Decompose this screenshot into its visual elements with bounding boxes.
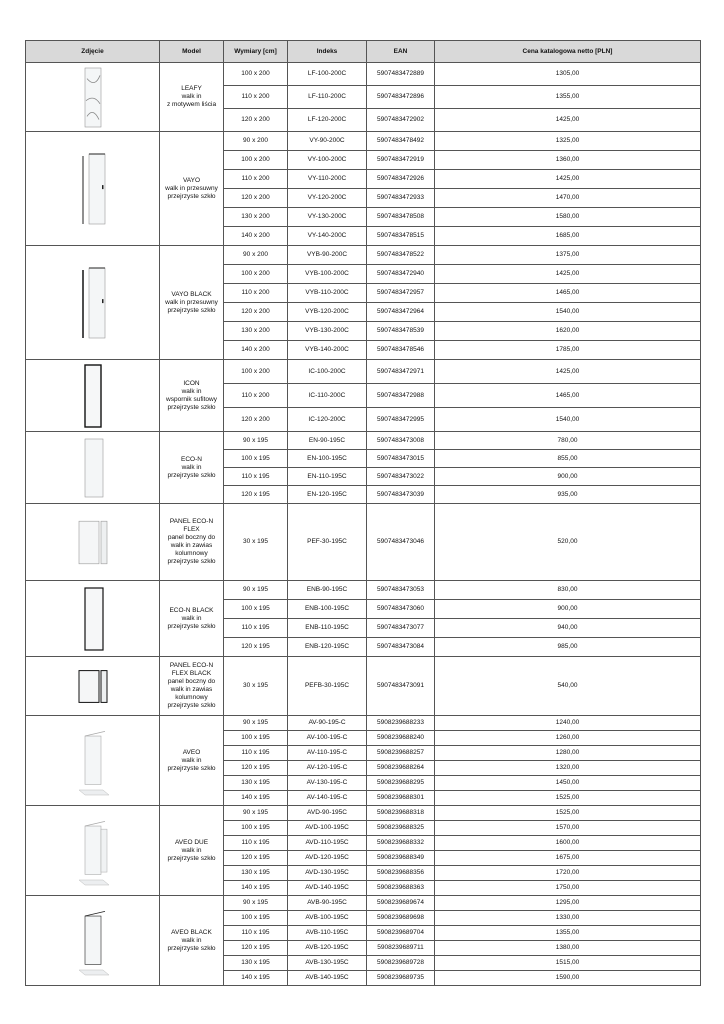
dimensions-cell: 120 x 200: [224, 303, 288, 322]
icon-thumbnail-icon: [26, 360, 160, 432]
index-cell: VY-100-200C: [288, 151, 367, 170]
model-line: walk in: [181, 756, 202, 764]
dimensions-cell: 90 x 195: [224, 581, 288, 600]
model-line: walk in: [181, 463, 202, 471]
index-cell: PEF-30-195C: [288, 504, 367, 581]
index-cell: VYB-120-200C: [288, 303, 367, 322]
model-line: walk in: [181, 614, 202, 622]
model-line: przejrzyste szkło: [167, 403, 216, 411]
ean-cell: 5908239688264: [367, 761, 435, 776]
dimensions-cell: 90 x 200: [224, 132, 288, 151]
model-cell: [160, 63, 224, 132]
ean-cell: 5907483472940: [367, 265, 435, 284]
index-cell: LF-110-200C: [288, 86, 367, 109]
ean-cell: 5908239688257: [367, 746, 435, 761]
index-cell: AV-140-195-C: [288, 791, 367, 806]
index-cell: ENB-120-195C: [288, 638, 367, 657]
dimensions-cell: 110 x 195: [224, 746, 288, 761]
index-cell: AVB-120-195C: [288, 941, 367, 956]
model-line: panel boczny do: [167, 534, 216, 541]
index-cell: AVD-90-195C: [288, 806, 367, 821]
ean-cell: 5907483478522: [367, 246, 435, 265]
dimensions-cell: 110 x 200: [224, 384, 288, 408]
dimensions-cell: 30 x 195: [224, 657, 288, 716]
model-line: ICON: [183, 379, 200, 387]
price-cell: 900,00: [435, 468, 701, 486]
index-cell: PEFB-30-195C: [288, 657, 367, 716]
dimensions-cell: 140 x 200: [224, 341, 288, 360]
price-cell: 1570,00: [435, 821, 701, 836]
table-body: [26, 63, 701, 986]
ean-cell: 5908239689704: [367, 926, 435, 941]
index-cell: VY-140-200C: [288, 227, 367, 246]
dimensions-cell: 110 x 195: [224, 926, 288, 941]
dimensions-cell: 110 x 200: [224, 86, 288, 109]
ean-cell: 5907483473053: [367, 581, 435, 600]
price-cell: 1750,00: [435, 881, 701, 896]
header-photo: Zdjęcie: [26, 41, 160, 63]
dimensions-cell: 120 x 195: [224, 761, 288, 776]
index-cell: AV-130-195-C: [288, 776, 367, 791]
ean-cell: 5907483472889: [367, 63, 435, 86]
price-cell: 1540,00: [435, 408, 701, 432]
model-cell: [160, 504, 224, 581]
index-cell: AV-100-195-C: [288, 731, 367, 746]
ean-cell: 5907483472971: [367, 360, 435, 384]
ean-cell: 5908239689698: [367, 911, 435, 926]
model-line: przejrzyste szkło: [167, 702, 216, 709]
dimensions-cell: 100 x 200: [224, 151, 288, 170]
dimensions-cell: 130 x 200: [224, 322, 288, 341]
index-cell: LF-120-200C: [288, 109, 367, 132]
index-cell: ENB-100-195C: [288, 600, 367, 619]
price-cell: 830,00: [435, 581, 701, 600]
price-cell: 1785,00: [435, 341, 701, 360]
table-row: [26, 246, 701, 265]
index-cell: EN-110-195C: [288, 468, 367, 486]
model-line: walk in przesuwny: [165, 298, 218, 306]
price-cell: 935,00: [435, 486, 701, 504]
dimensions-cell: 110 x 200: [224, 170, 288, 189]
price-cell: 1380,00: [435, 941, 701, 956]
panel-eco-n-flex-black-thumbnail-icon: [26, 657, 160, 716]
table-header-row: [26, 41, 701, 63]
model-line: walk in: [181, 936, 202, 944]
model-cell: [160, 657, 224, 716]
ean-cell: 5907483473022: [367, 468, 435, 486]
model-line: LEAFY: [181, 85, 202, 92]
dimensions-cell: 120 x 195: [224, 851, 288, 866]
price-cell: 1620,00: [435, 322, 701, 341]
dimensions-cell: 120 x 200: [224, 109, 288, 132]
index-cell: VY-110-200C: [288, 170, 367, 189]
model-cell: [160, 360, 224, 432]
price-cell: 1590,00: [435, 971, 701, 986]
ean-cell: 5908239689711: [367, 941, 435, 956]
dimensions-cell: 140 x 200: [224, 227, 288, 246]
dimensions-cell: 130 x 195: [224, 956, 288, 971]
model-cell: [160, 246, 224, 360]
ean-cell: 5907483478546: [367, 341, 435, 360]
aveo-thumbnail-icon: [26, 716, 160, 806]
dimensions-cell: 30 x 195: [224, 504, 288, 581]
index-cell: AV-90-195-C: [288, 716, 367, 731]
price-cell: 1470,00: [435, 189, 701, 208]
model-line: panel boczny do: [167, 678, 216, 685]
price-cell: 1355,00: [435, 926, 701, 941]
index-cell: AVB-100-195C: [288, 911, 367, 926]
dimensions-cell: 90 x 195: [224, 896, 288, 911]
model-line: VAYO BLACK: [171, 290, 212, 298]
ean-cell: 5907483478539: [367, 322, 435, 341]
price-cell: 1450,00: [435, 776, 701, 791]
dimensions-cell: 120 x 195: [224, 941, 288, 956]
eco-n-thumbnail-icon: [26, 432, 160, 504]
model-line: przejrzyste szkło: [167, 306, 216, 314]
ean-cell: 5907483473046: [367, 504, 435, 581]
model-line: PANEL ECO-N: [169, 518, 214, 525]
price-cell: 1685,00: [435, 227, 701, 246]
model-cell: [160, 896, 224, 986]
dimensions-cell: 130 x 195: [224, 866, 288, 881]
model-line: walk in: [181, 846, 202, 854]
price-cell: 1375,00: [435, 246, 701, 265]
ean-cell: 5908239688295: [367, 776, 435, 791]
model-line: wspornik sufitowy: [166, 395, 217, 403]
ean-cell: 5907483473091: [367, 657, 435, 716]
price-cell: 780,00: [435, 432, 701, 450]
price-cell: 1240,00: [435, 716, 701, 731]
dimensions-cell: 110 x 195: [224, 468, 288, 486]
table-row: [26, 63, 701, 86]
table-row: [26, 132, 701, 151]
model-cell: [160, 132, 224, 246]
model-line: kolumnowy: [175, 550, 208, 557]
eco-n-black-thumbnail-icon: [26, 581, 160, 657]
model-line: przejrzyste szkło: [167, 854, 216, 862]
model-line: AVEO: [182, 748, 201, 756]
model-line: z motywem liścia: [166, 101, 217, 108]
price-cell: 1355,00: [435, 86, 701, 109]
model-line: przejrzyste szkło: [167, 944, 216, 952]
ean-cell: 5908239689728: [367, 956, 435, 971]
index-cell: AVB-90-195C: [288, 896, 367, 911]
ean-cell: 5907483472964: [367, 303, 435, 322]
price-cell: 1465,00: [435, 284, 701, 303]
ean-cell: 5907483478515: [367, 227, 435, 246]
ean-cell: 5908239688301: [367, 791, 435, 806]
price-cell: 1260,00: [435, 731, 701, 746]
model-line: AVEO DUE: [174, 838, 209, 846]
table-row: [26, 581, 701, 600]
price-cell: 1675,00: [435, 851, 701, 866]
ean-cell: 5907483473039: [367, 486, 435, 504]
ean-cell: 5907483472933: [367, 189, 435, 208]
ean-cell: 5907483473077: [367, 619, 435, 638]
price-cell: 1305,00: [435, 63, 701, 86]
ean-cell: 5908239688356: [367, 866, 435, 881]
dimensions-cell: 100 x 195: [224, 911, 288, 926]
model-cell: [160, 806, 224, 896]
dimensions-cell: 100 x 195: [224, 731, 288, 746]
index-cell: AVD-110-195C: [288, 836, 367, 851]
price-cell: 1525,00: [435, 791, 701, 806]
dimensions-cell: 100 x 195: [224, 821, 288, 836]
aveo-black-thumbnail-icon: [26, 896, 160, 986]
index-cell: ENB-110-195C: [288, 619, 367, 638]
price-cell: 1425,00: [435, 265, 701, 284]
ean-cell: 5908239688349: [367, 851, 435, 866]
vayo-black-thumbnail-icon: [26, 246, 160, 360]
table-row: [26, 360, 701, 384]
index-cell: EN-120-195C: [288, 486, 367, 504]
index-cell: VYB-100-200C: [288, 265, 367, 284]
model-cell: [160, 581, 224, 657]
model-line: przejrzyste szkło: [167, 471, 216, 479]
index-cell: LF-100-200C: [288, 63, 367, 86]
dimensions-cell: 100 x 200: [224, 360, 288, 384]
ean-cell: 5907483478508: [367, 208, 435, 227]
dimensions-cell: 120 x 195: [224, 638, 288, 657]
leafy-thumbnail-icon: [26, 63, 160, 132]
model-cell: [160, 716, 224, 806]
index-cell: ENB-90-195C: [288, 581, 367, 600]
ean-cell: 5907483473008: [367, 432, 435, 450]
dimensions-cell: 120 x 200: [224, 408, 288, 432]
dimensions-cell: 140 x 195: [224, 881, 288, 896]
index-cell: VYB-110-200C: [288, 284, 367, 303]
header-ean: EAN: [367, 41, 435, 63]
ean-cell: 5908239689674: [367, 896, 435, 911]
price-cell: 1600,00: [435, 836, 701, 851]
dimensions-cell: 130 x 195: [224, 776, 288, 791]
price-cell: 540,00: [435, 657, 701, 716]
price-cell: 1525,00: [435, 806, 701, 821]
model-line: walk in: [181, 93, 202, 100]
price-cell: 1360,00: [435, 151, 701, 170]
index-cell: VYB-90-200C: [288, 246, 367, 265]
aveo-due-thumbnail-icon: [26, 806, 160, 896]
model-line: kolumnowy: [175, 694, 208, 701]
model-line: przejrzyste szkło: [167, 764, 216, 772]
dimensions-cell: 120 x 195: [224, 486, 288, 504]
model-line: AVEO BLACK: [171, 928, 212, 936]
table-row: [26, 806, 701, 821]
index-cell: AVB-110-195C: [288, 926, 367, 941]
ean-cell: 5907483472896: [367, 86, 435, 109]
model-line: ECO-N: [181, 455, 202, 463]
index-cell: VY-130-200C: [288, 208, 367, 227]
ean-cell: 5907483472919: [367, 151, 435, 170]
header-model: Model: [160, 41, 224, 63]
ean-cell: 5908239689735: [367, 971, 435, 986]
index-cell: AVD-120-195C: [288, 851, 367, 866]
price-cell: 1425,00: [435, 170, 701, 189]
ean-cell: 5908239688325: [367, 821, 435, 836]
dimensions-cell: 110 x 200: [224, 284, 288, 303]
price-cell: 940,00: [435, 619, 701, 638]
model-line: ECO-N BLACK: [169, 606, 214, 614]
ean-cell: 5907483472988: [367, 384, 435, 408]
ean-cell: 5908239688318: [367, 806, 435, 821]
price-cell: 1580,00: [435, 208, 701, 227]
ean-cell: 5907483473084: [367, 638, 435, 657]
index-cell: IC-120-200C: [288, 408, 367, 432]
model-line: FLEX: [183, 526, 200, 533]
header-index: Indeks: [288, 41, 367, 63]
ean-cell: 5907483472926: [367, 170, 435, 189]
dimensions-cell: 110 x 195: [224, 836, 288, 851]
price-cell: 900,00: [435, 600, 701, 619]
price-list-table: [25, 40, 701, 986]
index-cell: AVD-130-195C: [288, 866, 367, 881]
index-cell: EN-100-195C: [288, 450, 367, 468]
ean-cell: 5907483473060: [367, 600, 435, 619]
ean-cell: 5907483472957: [367, 284, 435, 303]
price-cell: 1280,00: [435, 746, 701, 761]
table-row: [26, 657, 701, 716]
model-line: walk in przesuwny: [165, 184, 218, 192]
price-cell: 1295,00: [435, 896, 701, 911]
model-line: FLEX BLACK: [171, 670, 212, 677]
index-cell: IC-100-200C: [288, 360, 367, 384]
dimensions-cell: 100 x 200: [224, 265, 288, 284]
price-cell: 1330,00: [435, 911, 701, 926]
dimensions-cell: 90 x 195: [224, 806, 288, 821]
price-cell: 1515,00: [435, 956, 701, 971]
model-line: przejrzyste szkło: [167, 558, 216, 565]
panel-eco-n-flex-thumbnail-icon: [26, 504, 160, 581]
ean-cell: 5907483472995: [367, 408, 435, 432]
model-line: walk in: [181, 387, 202, 395]
price-cell: 1425,00: [435, 360, 701, 384]
dimensions-cell: 140 x 195: [224, 971, 288, 986]
table-row: [26, 716, 701, 731]
dimensions-cell: 90 x 200: [224, 246, 288, 265]
model-line: walk in zawias: [170, 686, 213, 693]
header-dimensions: Wymiary [cm]: [224, 41, 288, 63]
model-line: PANEL ECO-N: [169, 662, 214, 669]
ean-cell: 5907483472902: [367, 109, 435, 132]
dimensions-cell: 100 x 195: [224, 450, 288, 468]
header-price: Cena katalogowa netto [PLN]: [435, 41, 701, 63]
model-line: przejrzyste szkło: [167, 192, 216, 200]
price-cell: 1720,00: [435, 866, 701, 881]
dimensions-cell: 130 x 200: [224, 208, 288, 227]
ean-cell: 5907483478492: [367, 132, 435, 151]
price-cell: 985,00: [435, 638, 701, 657]
dimensions-cell: 140 x 195: [224, 791, 288, 806]
model-line: VAYO: [182, 176, 201, 184]
ean-cell: 5907483473015: [367, 450, 435, 468]
table-row: [26, 504, 701, 581]
price-cell: 1325,00: [435, 132, 701, 151]
index-cell: AV-120-195-C: [288, 761, 367, 776]
ean-cell: 5908239688240: [367, 731, 435, 746]
index-cell: AVB-140-195C: [288, 971, 367, 986]
vayo-thumbnail-icon: [26, 132, 160, 246]
price-cell: 1320,00: [435, 761, 701, 776]
dimensions-cell: 120 x 200: [224, 189, 288, 208]
index-cell: VY-90-200C: [288, 132, 367, 151]
price-cell: 520,00: [435, 504, 701, 581]
model-line: walk in zawias: [170, 542, 213, 549]
index-cell: VY-120-200C: [288, 189, 367, 208]
model-line: przejrzyste szkło: [167, 622, 216, 630]
dimensions-cell: 100 x 195: [224, 600, 288, 619]
index-cell: AVD-100-195C: [288, 821, 367, 836]
index-cell: AVD-140-195C: [288, 881, 367, 896]
price-cell: 1540,00: [435, 303, 701, 322]
dimensions-cell: 90 x 195: [224, 432, 288, 450]
index-cell: VYB-130-200C: [288, 322, 367, 341]
table-row: [26, 896, 701, 911]
table-row: [26, 432, 701, 450]
model-cell: [160, 432, 224, 504]
dimensions-cell: 110 x 195: [224, 619, 288, 638]
index-cell: AV-110-195-C: [288, 746, 367, 761]
ean-cell: 5908239688363: [367, 881, 435, 896]
ean-cell: 5908239688332: [367, 836, 435, 851]
price-cell: 1465,00: [435, 384, 701, 408]
price-cell: 1425,00: [435, 109, 701, 132]
index-cell: VYB-140-200C: [288, 341, 367, 360]
ean-cell: 5908239688233: [367, 716, 435, 731]
index-cell: IC-110-200C: [288, 384, 367, 408]
index-cell: AVB-130-195C: [288, 956, 367, 971]
index-cell: EN-90-195C: [288, 432, 367, 450]
dimensions-cell: 90 x 195: [224, 716, 288, 731]
price-cell: 855,00: [435, 450, 701, 468]
dimensions-cell: 100 x 200: [224, 63, 288, 86]
